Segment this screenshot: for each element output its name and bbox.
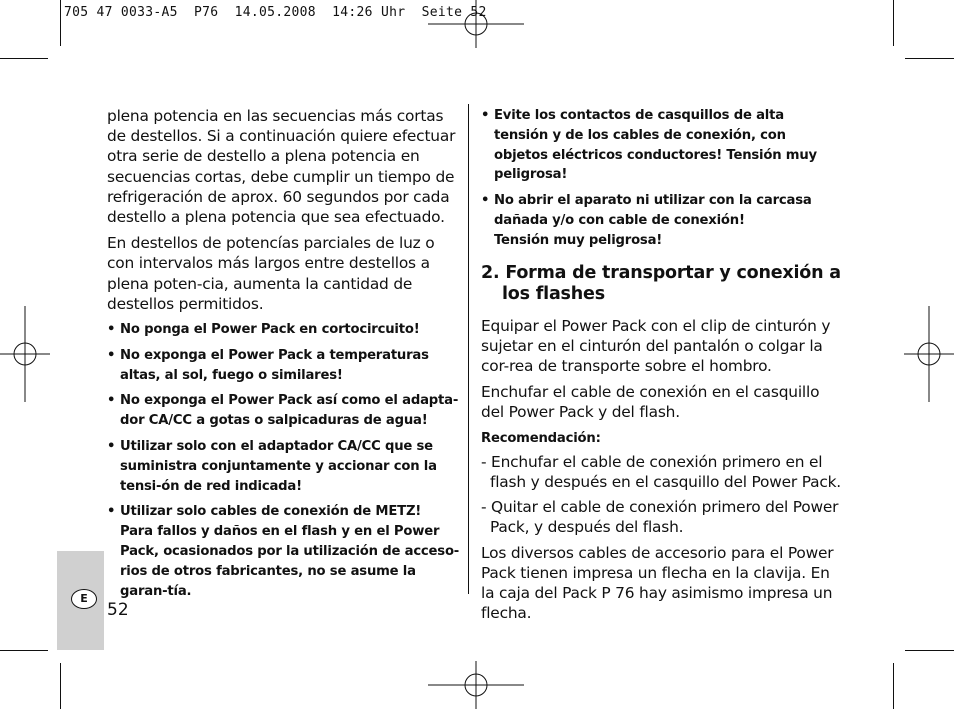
language-badge: E bbox=[71, 589, 97, 609]
crop-mark bbox=[893, 663, 894, 709]
warning-item bbox=[107, 320, 463, 340]
body-paragraph: Equipar el Power Pack con el clip de cinturón y sujetar en el cinturón del pantalón o colgar la cor-rea de transporte sobre el hombro. bbox=[481, 316, 831, 375]
registration-mark-left bbox=[0, 306, 50, 402]
warning-text: No ponga el Power Pack en cortocircuito! bbox=[120, 322, 420, 338]
recommendation-item: - Quitar el cable de conexión primero del Power Pack, y después del flash. bbox=[481, 498, 839, 537]
recommendation-label: Recomendación: bbox=[481, 430, 601, 446]
section-heading: 2. Forma de transportar y conexión a los flashes bbox=[481, 262, 841, 304]
crop-mark bbox=[893, 0, 894, 46]
right-column bbox=[481, 106, 841, 629]
column-divider bbox=[468, 104, 469, 594]
registration-mark-bottom bbox=[428, 661, 524, 709]
warning-item bbox=[107, 502, 463, 601]
print-slug-line: 705 47 0033-A5 P76 14.05.2008 14:26 Uhr Seite 52 bbox=[64, 5, 487, 20]
crop-mark bbox=[60, 663, 61, 709]
page-number: 52 bbox=[107, 600, 129, 620]
warning-item bbox=[481, 191, 841, 250]
warning-text: No exponga el Power Pack así como el adapta-dor CA/CC a gotas o salpicaduras de agua! bbox=[120, 393, 459, 429]
body-paragraph: Enchufar el cable de conexión en el casquillo del Power Pack y del flash. bbox=[481, 383, 820, 422]
warning-item bbox=[107, 346, 463, 386]
crop-mark bbox=[0, 58, 48, 59]
warning-note: Para fallos y daños en el flash y en el Power Pack, ocasionados por la utilización de acceso-rios de otros fabricantes, no se asume la garan-tía. bbox=[120, 524, 460, 599]
warning-item bbox=[107, 391, 463, 431]
warning-text: No exponga el Power Pack a temperaturas altas, al sol, fuego o similares! bbox=[120, 347, 429, 383]
safety-warnings-list bbox=[107, 320, 463, 601]
registration-mark-right bbox=[904, 306, 954, 402]
safety-warnings-list bbox=[481, 106, 841, 251]
crop-mark bbox=[60, 0, 61, 46]
crop-mark bbox=[905, 58, 954, 59]
warning-item bbox=[107, 437, 463, 496]
warning-text: Utilizar solo cables de conexión de METZ! bbox=[120, 504, 422, 520]
warning-text: No abrir el aparato ni utilizar con la carcasa dañada y/o con cable de conexión! bbox=[494, 193, 812, 228]
body-paragraph: plena potencia en las secuencias más cortas de destellos. Si a continuación quiere efectuar otra serie de destello a plena potencia en secuencias cortas, debe cumplir un tiempo de refrigeración de aprox. 60 segundos por cada destello a plena potencia que sea efectuado. bbox=[107, 107, 456, 227]
warning-item bbox=[481, 106, 841, 185]
registration-mark-top bbox=[428, 0, 524, 48]
warning-text: Evite los contactos de casquillos de alta tensión y de los cables de conexión, con objetos eléctricos conductores! Tensión muy peligrosa! bbox=[494, 108, 817, 183]
left-column bbox=[107, 106, 463, 607]
crop-mark bbox=[905, 650, 954, 651]
body-paragraph: Los diversos cables de accesorio para el Power Pack tienen impresa un flecha en la clavija. En la caja del Pack P 76 hay asimismo impresa un flecha. bbox=[481, 543, 834, 623]
crop-mark bbox=[0, 650, 48, 651]
body-paragraph: En destellos de potencías parciales de luz o con intervalos más largos entre destellos a plena poten-cia, aumenta la cantidad de destellos permitidos. bbox=[107, 234, 435, 313]
warning-text: Utilizar solo con el adaptador CA/CC que se suministra conjuntamente y accionar con la tensi-ón de red indicada! bbox=[120, 439, 437, 494]
warning-note: Tensión muy peligrosa! bbox=[494, 232, 663, 248]
recommendation-item: - Enchufar el cable de conexión primero en el flash y después en el casquillo del Power Pack. bbox=[481, 452, 841, 491]
